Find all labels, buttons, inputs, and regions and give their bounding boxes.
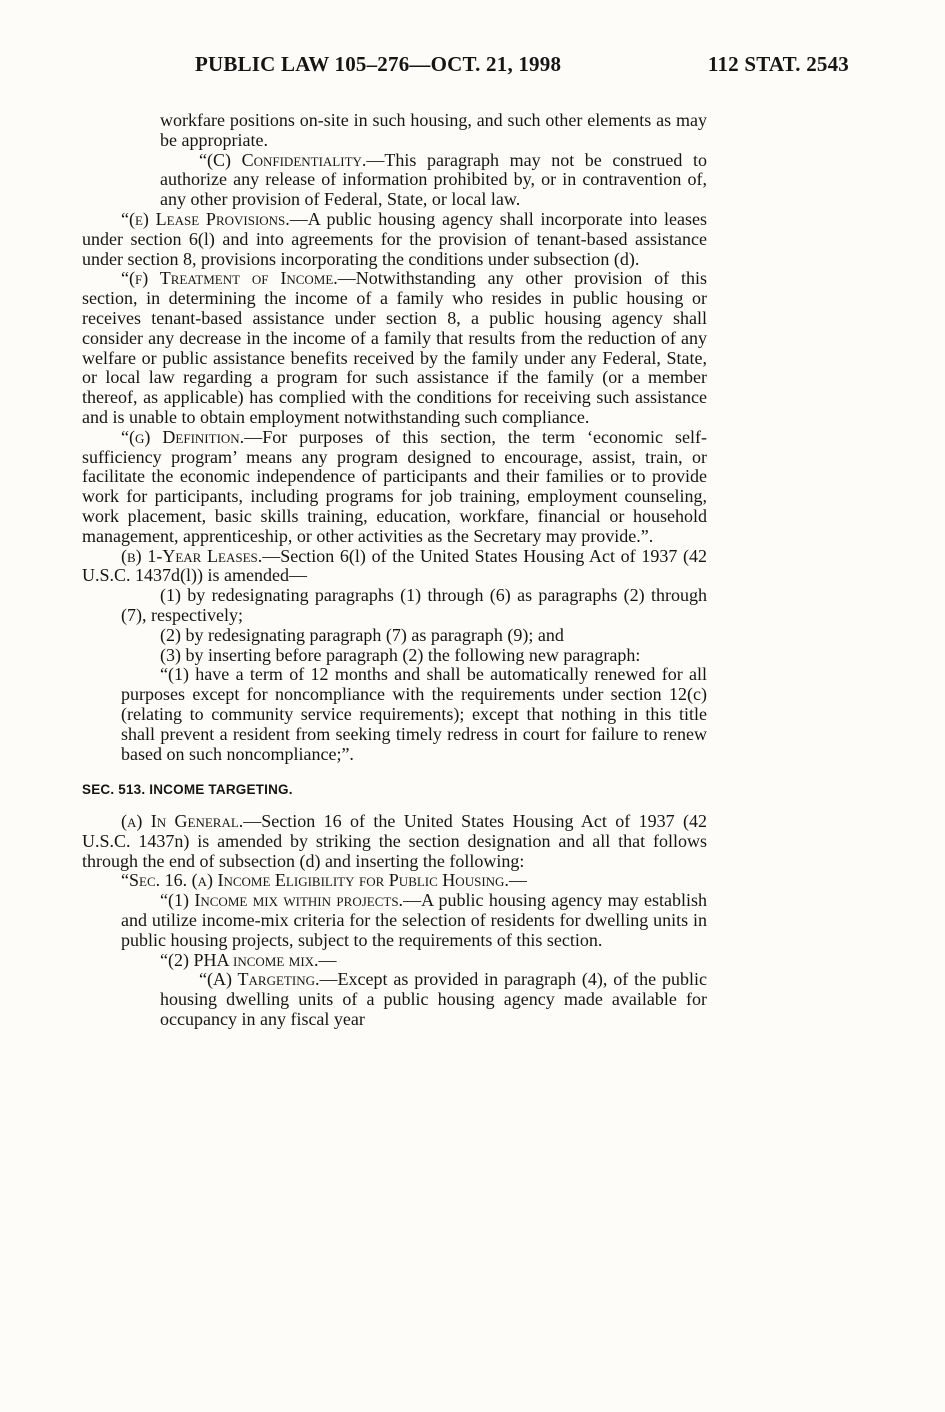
clause-1-redesignating xyxy=(82,586,707,626)
paragraph-lease-provisions xyxy=(82,210,707,269)
paragraph-workfare-continuation xyxy=(82,111,707,151)
paragraph-text: —A public housing agency may establish and utilize income-mix criteria for the selection of residents for dwelling units in public housing projects, subject to the requirements of this section. xyxy=(121,890,707,950)
statute-body xyxy=(82,111,707,1030)
paragraph-treatment-of-income xyxy=(82,269,707,427)
page-header xyxy=(0,52,945,82)
clause-3-inserting xyxy=(82,646,707,666)
caption-confidentiality: “(C) Confidentiality. xyxy=(199,149,367,170)
paragraph-text: —This paragraph may not be construed to authorize any release of information prohibited by, or in contravention of, any other provision of Federal, State, or local law. xyxy=(160,149,707,210)
statute-page-number: 112 STAT. 2543 xyxy=(707,52,849,76)
paragraph-text: — xyxy=(318,949,337,970)
paragraph-text: (2) by redesignating paragraph (7) as paragraph (9); and xyxy=(160,624,564,645)
paragraph-text: — xyxy=(508,870,527,891)
section-heading: SEC. 513. INCOME TARGETING. xyxy=(82,782,293,798)
inserted-paragraph-term-12-months xyxy=(82,665,707,764)
paragraph-targeting xyxy=(82,970,707,1029)
caption-in-general: (a) In General. xyxy=(121,811,244,832)
caption-pha-income-mix: “(2) PHA income mix. xyxy=(160,949,319,970)
caption-definition: “(g) Definition. xyxy=(121,426,245,447)
paragraph-text: —Notwithstanding any other provision of this section, in determining the income of a family who resides in public housing or receives tenant-based assistance under section 8, a public housing agency shall consider any decrease in the income of a family that results from the reduction of any welfare or public assistance benefits received by the family under any Federal, State, or local law regarding a program for such assistance if the family (or a member thereof, as applicable) has complied with the conditions for receiving such assistance and is unable to obtain employment notwithstanding such compliance. xyxy=(82,268,707,427)
paragraph-text: (1) by redesignating paragraphs (1) through (6) as paragraphs (2) through (7), respectively; xyxy=(121,585,707,625)
paragraph-text: —Section 16 of the United States Housing Act of 1937 (42 U.S.C. 1437n) is amended by striking the section designation and all that follows through the end of subsection (d) and inserting the following: xyxy=(82,811,707,871)
caption-income-eligibility: “Sec. 16. (a) Income Eligibility for Public Housing. xyxy=(121,870,509,891)
paragraph-text: “(1) have a term of 12 months and shall be automatically renewed for all purposes except for noncompliance with the requirements under section 12(c) (relating to community service requirements); except that nothing in this title shall prevent a resident from seeking timely redress in court for failure to renew based on such noncompliance;”. xyxy=(121,664,707,764)
caption-income-mix-within-projects: “(1) Income mix within projects. xyxy=(160,890,404,911)
paragraph-text: (3) by inserting before paragraph (2) the following new paragraph: xyxy=(160,644,641,665)
caption-targeting: “(A) Targeting. xyxy=(199,969,320,990)
clause-2-redesignating xyxy=(82,626,707,646)
paragraph-pha-income-mix xyxy=(82,951,707,971)
caption-1-year-leases: (b) 1-Year Leases. xyxy=(121,545,263,566)
paragraph-income-mix-within-projects xyxy=(82,891,707,950)
paragraph-text: —Section 6(l) of the United States Housing Act of 1937 (42 U.S.C. 1437d(l)) is amended— xyxy=(82,545,707,586)
caption-lease-provisions: “(e) Lease Provisions. xyxy=(121,208,290,229)
paragraph-text: workfare positions on-site in such housing, and such other elements as may be appropriate. xyxy=(160,110,707,150)
paragraph-definition xyxy=(82,428,707,547)
paragraph-text: —A public housing agency shall incorporate into leases under section 6(l) and into agreements for the provision of tenant-based assistance under section 8, provisions incorporating the conditions under subsection (d). xyxy=(82,208,707,269)
caption-treatment-of-income: “(f) Treatment of Income. xyxy=(121,268,338,289)
running-head-title: PUBLIC LAW 105–276—OCT. 21, 1998 xyxy=(195,52,562,76)
paragraph-text: —For purposes of this section, the term ‘economic self-sufficiency program’ means any program designed to encourage, assist, train, or facilitate the economic independence of participants and their families or to provide work for participants, including programs for job training, employment counseling, work placement, basic skills training, education, workfare, financial or household management, apprenticeship, or other activities as the Secretary may provide.”. xyxy=(82,426,707,546)
paragraph-text: —Except as provided in paragraph (4), of the public housing dwelling units of a public housing agency made available for occupancy in any fiscal year xyxy=(160,969,707,1030)
paragraph-1-year-leases xyxy=(82,547,707,587)
paragraph-confidentiality xyxy=(82,151,707,210)
paragraph-in-general xyxy=(82,812,707,871)
paragraph-sec-16-income-eligibility xyxy=(82,871,707,891)
